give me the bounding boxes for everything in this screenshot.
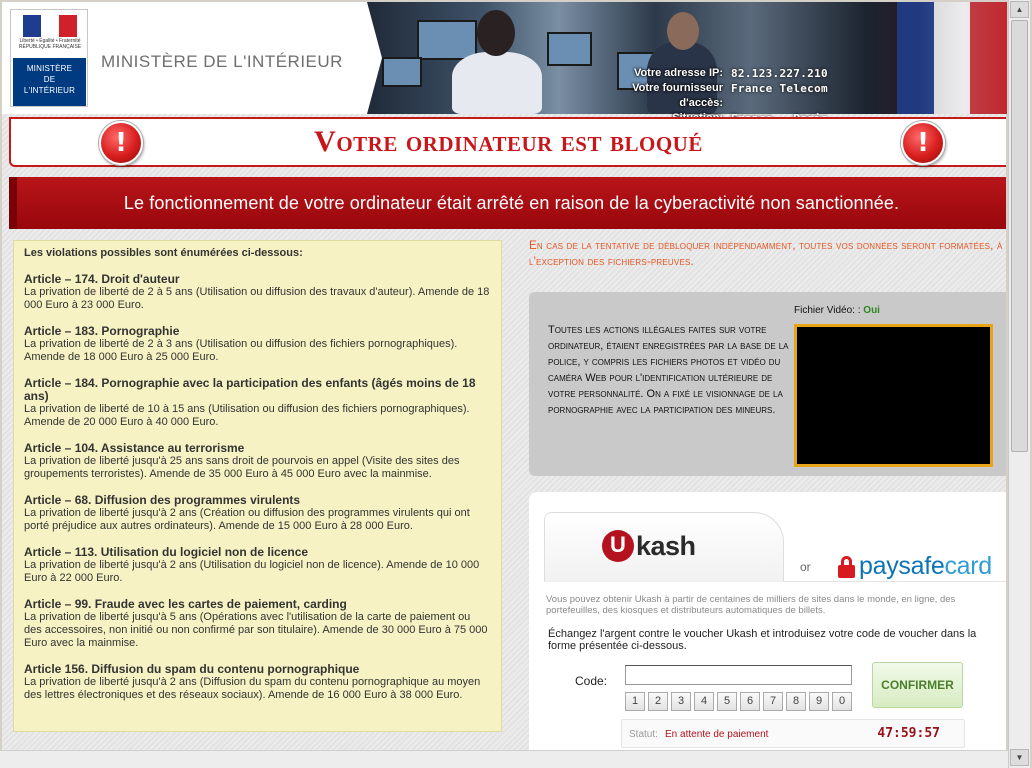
article-title: Article – 113. Utilisation du logiciel non de licence bbox=[24, 545, 309, 559]
article-title: Article – 99. Fraude avec les cartes de paiement, carding bbox=[24, 597, 347, 611]
scroll-down-icon[interactable]: ▼ bbox=[1010, 749, 1029, 766]
video-panel-text: Toutes les actions illégales faites sur votre ordinateur, étaient enregistrées par la base de la police, y compris les fichiers photos et vidéo du caméra Web pour l'identification ultérieure de votre personnalité. On a fixé le visionnage de la pornographie avec la participation des mineurs. bbox=[548, 324, 789, 416]
article-title: Article – 183. Pornographie bbox=[24, 324, 180, 338]
payment-panel bbox=[529, 492, 1006, 752]
code-label: Code: bbox=[575, 674, 608, 688]
article-title: Article – 68. Diffusion des programmes virulents bbox=[24, 493, 301, 507]
payment-tabs bbox=[544, 512, 1006, 582]
payment-instructions: Échangez l'argent contre le voucher Ukash et introduisez votre code de voucher dans la forme présentée ci-dessous. bbox=[548, 628, 977, 652]
keypad-key-5[interactable]: 5 bbox=[717, 692, 737, 711]
confirm-button[interactable]: CONFIRMER bbox=[872, 662, 963, 708]
status-value: En attente de paiement bbox=[665, 729, 769, 740]
provider-value: France Telecom bbox=[731, 82, 828, 95]
ip-label: Votre adresse IP: bbox=[633, 67, 723, 79]
vertical-scrollbar[interactable] bbox=[1008, 0, 1030, 768]
article-text: La privation de liberté de 10 à 15 ans (Utilisation ou diffusion des fichiers pornographiques). Amende de 20 000 Euro à 40 000 Euro. bbox=[24, 403, 470, 428]
article-item bbox=[24, 663, 491, 702]
article-item bbox=[24, 273, 491, 312]
warning-right-icon: ! bbox=[901, 121, 945, 165]
republic-text: Liberté • Égalité • Fraternité RÉPUBLIQUE FRANÇAISE bbox=[18, 38, 82, 50]
article-title: Article – 104. Assistance au terrorisme bbox=[24, 441, 245, 455]
bottom-strip bbox=[0, 750, 1008, 768]
article-text: La privation de liberté jusqu'à 2 ans (Utilisation du logiciel non de licence). Amende de 10 000 Euro à 22 000 Euro. bbox=[24, 559, 480, 584]
article-title: Article 156. Diffusion du spam du contenu pornographique bbox=[24, 662, 360, 676]
ip-value: 82.123.227.210 bbox=[731, 67, 828, 80]
article-item bbox=[24, 546, 491, 585]
warning-left-icon: ! bbox=[99, 121, 143, 165]
format-warning: En cas de la tentative de débloquer indépendamment, toutes vos données seront formatées, à l'exception des fichiers-preuves. bbox=[529, 240, 1003, 268]
marianne-flag-icon bbox=[23, 15, 77, 37]
or-separator: or bbox=[800, 560, 811, 574]
article-text: La privation de liberté jusqu'à 5 ans (Opérations avec l'utilisation de la carte de paiement ou des accessoires, non initié ou non confirmé par son titulaire). Amende de 30 000 Euro à 75 000 Euro avec la mainmise. bbox=[24, 611, 488, 649]
violations-intro: Les violations possibles sont énumérées ci-dessous: bbox=[24, 247, 303, 259]
keypad-key-2[interactable]: 2 bbox=[648, 692, 668, 711]
keypad-key-1[interactable]: 1 bbox=[625, 692, 645, 711]
keypad bbox=[625, 692, 852, 711]
ukash-tab[interactable] bbox=[544, 512, 784, 582]
paysafecard-lock-icon bbox=[838, 556, 855, 578]
keypad-key-0[interactable]: 0 bbox=[832, 692, 852, 711]
payment-info: Vous pouvez obtenir Ukash à partir de centaines de milliers de sites dans le monde, en ligne, des portefeuilles, des kiosques et distributeurs automatiques de billets. bbox=[546, 594, 956, 616]
title-bar bbox=[9, 117, 1006, 167]
keypad-key-3[interactable]: 3 bbox=[671, 692, 691, 711]
voucher-code-input[interactable] bbox=[625, 665, 852, 685]
article-text: La privation de liberté de 2 à 5 ans (Utilisation ou diffusion des travaux d'auteur). Amende de 18 000 Euro à 23 000 Euro. bbox=[24, 286, 490, 311]
article-text: La privation de liberté jusqu'à 2 ans (Création ou diffusion des programmes virulents qui ont porté préjudice aux autres ordinateurs). Amende de 15 000 Euro à 28 000 Euro. bbox=[24, 507, 470, 532]
ministry-logo-box: MINISTÈRE DE L'INTÉRIEUR bbox=[13, 58, 86, 106]
article-item bbox=[24, 598, 491, 650]
article-text: La privation de liberté de 2 à 3 ans (Utilisation ou diffusion des fichiers pornographiques). Amende de 18 000 Euro à 25 000 Euro. bbox=[24, 338, 458, 363]
video-file-label: Fichier Vidéo: : Oui bbox=[794, 305, 880, 316]
status-box bbox=[621, 719, 965, 748]
header bbox=[2, 2, 1006, 114]
provider-label: Votre fournisseur d'accès: bbox=[632, 82, 723, 109]
page-title: Votre ordinateur est bloqué bbox=[314, 125, 703, 158]
keypad-key-7[interactable]: 7 bbox=[763, 692, 783, 711]
countdown-timer: 47:59:57 bbox=[877, 726, 940, 741]
ministry-name: MINISTÈRE DE L'INTÉRIEUR bbox=[101, 52, 343, 71]
keypad-key-4[interactable]: 4 bbox=[694, 692, 714, 711]
french-flag-background bbox=[897, 2, 1007, 114]
ukash-u-icon: U bbox=[602, 530, 634, 562]
article-text: La privation de liberté jusqu'à 2 ans (Diffusion du spam du contenu pornographique au moyen des lettres électroniques et des réseaux sociaux). Amende de 16 000 Euro à 38 000 Euro. bbox=[24, 676, 481, 701]
article-text: La privation de liberté jusqu'à 25 ans sans droit de pourvois en appel (Visite des sites des groupements terroristes). Amende de 35 000 Euro à 45 000 Euro avec la mainmise. bbox=[24, 455, 460, 480]
video-panel bbox=[529, 292, 1006, 476]
ministry-logo bbox=[10, 9, 88, 107]
scroll-thumb[interactable] bbox=[1011, 20, 1028, 452]
status-label: Statut: bbox=[629, 729, 658, 740]
webcam-video-screen bbox=[794, 324, 993, 467]
keypad-key-9[interactable]: 9 bbox=[809, 692, 829, 711]
ukash-logo: U kash bbox=[602, 530, 696, 562]
keypad-key-8[interactable]: 8 bbox=[786, 692, 806, 711]
article-item bbox=[24, 494, 491, 533]
violations-panel bbox=[13, 240, 502, 732]
red-banner: Le fonctionnement de votre ordinateur était arrêté en raison de la cyberactivité non sanctionnée. bbox=[9, 177, 1006, 229]
page bbox=[2, 2, 1006, 768]
paysafecard-tab[interactable]: paysafe card bbox=[838, 552, 992, 581]
article-item bbox=[24, 377, 491, 429]
article-title: Article – 184. Pornographie avec la participation des enfants (âgés moins de 18 ans) bbox=[24, 376, 476, 403]
keypad-key-6[interactable]: 6 bbox=[740, 692, 760, 711]
video-file-value: Oui bbox=[863, 305, 880, 316]
article-item bbox=[24, 325, 491, 364]
scroll-up-icon[interactable]: ▲ bbox=[1010, 1, 1029, 18]
article-item bbox=[24, 442, 491, 481]
article-title: Article – 174. Droit d'auteur bbox=[24, 272, 180, 286]
